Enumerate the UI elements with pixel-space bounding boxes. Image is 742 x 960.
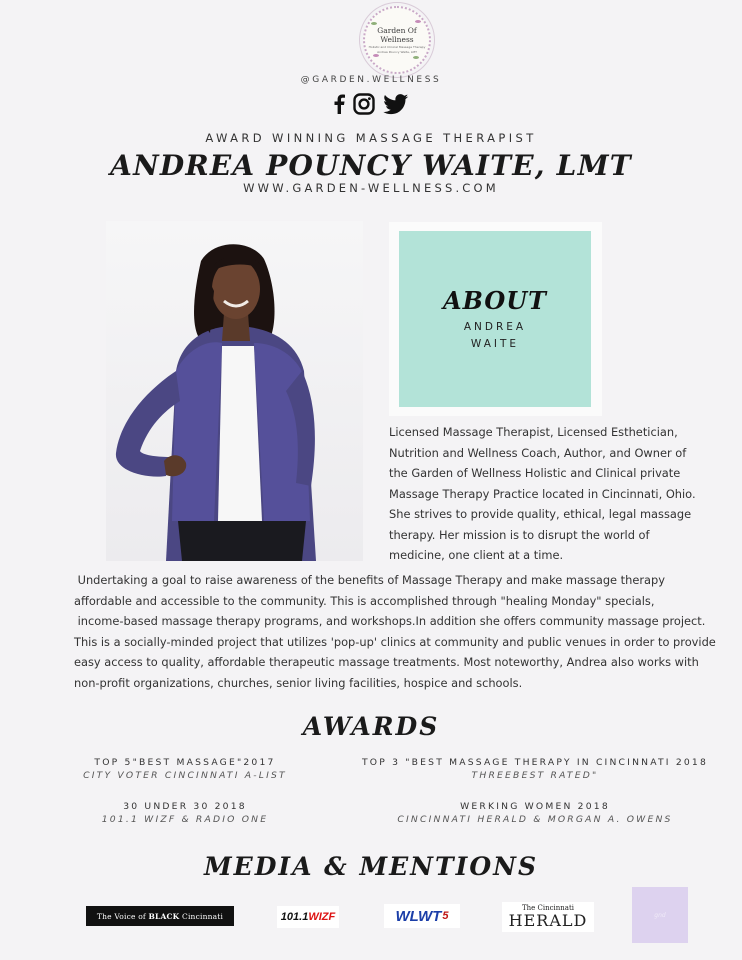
award-title: TOP 3 "BEST MASSAGE THERAPY IN CINCINNATI 2018 — [361, 757, 709, 768]
about-name-first: ANDREA — [463, 320, 527, 333]
mission-paragraph — [74, 570, 734, 693]
award-item — [340, 757, 730, 781]
paragraph-line: non-profit organizations, churches, senior living facilities, hospice and schools. — [74, 675, 523, 690]
award-source: CITY VOTER CINCINNATI A-LIST — [83, 770, 287, 781]
bio-line: Licensed Massage Therapist, Licensed Esthetician, — [389, 425, 678, 439]
paragraph-line: easy access to quality, affordable therapeutic massage treatments. Most noteworthy, Andrea also works with — [74, 655, 699, 669]
award-source: THREEBEST RATED" — [471, 770, 599, 781]
logo-text: The Cincinnati — [521, 904, 575, 912]
bio-text — [389, 422, 729, 566]
logo-text: BLACK — [148, 911, 180, 921]
facebook-icon[interactable] — [333, 94, 345, 118]
leaf-decoration — [413, 56, 419, 59]
about-name-last: WAITE — [470, 337, 520, 350]
award-source: CINCINNATI HERALD & MORGAN A. OWENS — [397, 814, 673, 825]
bio-line: Nutrition and Wellness Coach, Author, and Owner of — [389, 445, 687, 460]
paragraph-line: income-based massage therapy programs, and workshops.In addition she offers community massage project. — [74, 614, 706, 628]
website-link[interactable]: WWW.GARDEN-WELLNESS.COM — [243, 181, 499, 195]
award-item — [60, 757, 310, 781]
award-title: TOP 5"BEST MASSAGE"2017 — [94, 757, 276, 768]
logo-text: 5 — [442, 910, 449, 922]
paragraph-line: This is a socially-minded project that utilizes 'pop-up' clinics at community and public venues in order to provide — [74, 634, 716, 649]
bio-line: Massage Therapy Practice located in Cincinnati, Ohio. — [389, 486, 696, 501]
logo-text: The Voice of — [96, 911, 146, 921]
social-handle: @GARDEN.WELLNESS — [300, 75, 442, 85]
paragraph-line: Undertaking a goal to raise awareness of the benefits of Massage Therapy and make massage therapy — [74, 573, 666, 587]
logo-text: WLWT — [395, 907, 442, 925]
bio-line: She strives to provide quality, ethical, legal massage — [389, 507, 692, 521]
logo-text: Cincinnati — [182, 911, 224, 921]
logo-owner: Andrea Pouncy Waite, LMT — [377, 50, 417, 54]
wlwt-logo — [384, 904, 460, 928]
cincinnati-herald-logo — [502, 902, 594, 932]
portrait-illustration — [106, 221, 363, 561]
portrait-photo — [106, 221, 363, 561]
instagram-icon[interactable] — [353, 93, 375, 119]
voice-of-black-cincinnati-logo — [86, 906, 234, 926]
garden-of-wellness-logo — [363, 6, 431, 74]
logo-text: gnd — [654, 911, 666, 919]
award-item — [340, 801, 730, 825]
twitter-icon[interactable] — [383, 94, 409, 119]
award-title: 30 UNDER 30 2018 — [123, 801, 247, 812]
awards-heading: AWARDS — [302, 712, 440, 741]
award-title: WERKING WOMEN 2018 — [460, 801, 610, 812]
about-panel — [399, 231, 591, 407]
about-heading: ABOUT — [442, 285, 548, 315]
wizf-logo — [277, 906, 339, 928]
header-subtitle: AWARD WINNING MASSAGE THERAPIST — [205, 131, 537, 145]
logo-subtitle: Holistic and Clinical Massage Therapy — [368, 45, 426, 49]
page-title: ANDREA POUNCY WAITE, LMT — [110, 149, 632, 182]
bio-line: medicine, one client at a time. — [389, 548, 564, 562]
logo-text: HERALD — [508, 911, 588, 930]
media-heading: MEDIA & MENTIONS — [203, 852, 539, 881]
logo-title: Garden Of Wellness — [377, 26, 417, 44]
flower-decoration — [415, 20, 421, 23]
media-logo-tile — [632, 887, 688, 943]
award-item — [60, 801, 310, 825]
social-icons — [0, 93, 742, 119]
bio-line: the Garden of Wellness Holistic and Clinical private — [389, 466, 681, 480]
leaf-decoration — [371, 22, 377, 25]
logo-text: WIZF — [308, 911, 336, 923]
bio-line: therapy. Her mission is to disrupt the world of — [389, 527, 650, 542]
flower-decoration — [373, 54, 379, 57]
award-source: 101.1 WIZF & RADIO ONE — [101, 814, 269, 825]
about-card — [389, 222, 602, 416]
paragraph-line: affordable and accessible to the community. This is accomplished through "healing Monday" specials, — [74, 593, 655, 608]
logo-text: 101.1 — [280, 911, 309, 923]
